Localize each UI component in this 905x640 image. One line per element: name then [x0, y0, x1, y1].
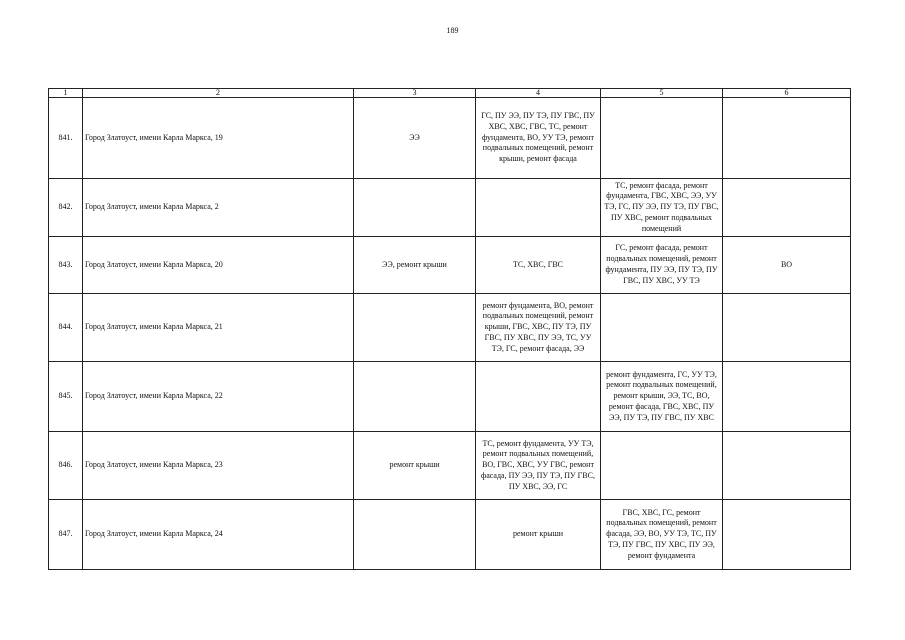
row-col4 [476, 179, 601, 237]
column-header: 2 [83, 89, 354, 98]
row-col6 [723, 179, 851, 237]
row-col5 [601, 432, 723, 500]
column-header: 1 [49, 89, 83, 98]
column-header: 3 [354, 89, 476, 98]
table-row [49, 362, 851, 432]
row-col6 [723, 294, 851, 362]
row-address: Город Златоуст, имени Карла Маркса, 24 [83, 500, 354, 570]
row-address: Город Златоуст, имени Карла Маркса, 2 [83, 179, 354, 237]
row-number: 843. [49, 237, 83, 294]
row-address: Город Златоуст, имени Карла Маркса, 23 [83, 432, 354, 500]
row-col5 [601, 98, 723, 179]
row-col4: ремонт крыши [476, 500, 601, 570]
table-row [49, 98, 851, 179]
table-row [49, 179, 851, 237]
row-address: Город Златоуст, имени Карла Маркса, 22 [83, 362, 354, 432]
table-row [49, 294, 851, 362]
row-address: Город Златоуст, имени Карла Маркса, 19 [83, 98, 354, 179]
row-col6 [723, 98, 851, 179]
row-col3: ЭЭ, ремонт крыши [354, 237, 476, 294]
page-number: 189 [446, 26, 459, 35]
row-col5: ГС, ремонт фасада, ремонт подвальных помещений, ремонт фундамента, ПУ ЭЭ, ПУ ТЭ, ПУ ГВС, ПУ ХВС, УУ ТЭ [601, 237, 723, 294]
row-number: 846. [49, 432, 83, 500]
table-row [49, 500, 851, 570]
row-col3 [354, 362, 476, 432]
row-col3: ЭЭ [354, 98, 476, 179]
row-col3 [354, 500, 476, 570]
column-header: 5 [601, 89, 723, 98]
address-table [48, 88, 851, 570]
table-row [49, 432, 851, 500]
row-number: 842. [49, 179, 83, 237]
row-col6 [723, 432, 851, 500]
row-col5: ГВС, ХВС, ГС, ремонт подвальных помещений, ремонт фасада, ЭЭ, ВО, УУ ТЭ, ТС, ПУ ТЭ, ПУ ГВС, ПУ ХВС, ПУ ЭЭ, ремонт фундамента [601, 500, 723, 570]
row-number: 841. [49, 98, 83, 179]
row-number: 845. [49, 362, 83, 432]
row-number: 847. [49, 500, 83, 570]
row-address: Город Златоуст, имени Карла Маркса, 20 [83, 237, 354, 294]
column-header: 4 [476, 89, 601, 98]
row-col5: ТС, ремонт фасада, ремонт фундамента, ГВС, ХВС, ЭЭ, УУ ТЭ, ГС, ПУ ЭЭ, ПУ ТЭ, ПУ ГВС, ПУ ХВС, ремонт подвальных помещений [601, 179, 723, 237]
column-header: 6 [723, 89, 851, 98]
row-col4 [476, 362, 601, 432]
row-col5: ремонт фундамента, ГС, УУ ТЭ, ремонт подвальных помещений, ремонт крыши, ЭЭ, ТС, ВО, ремонт фасада, ГВС, ХВС, ПУ ЭЭ, ПУ ТЭ, ПУ ГВС, ПУ ХВС [601, 362, 723, 432]
row-col6: ВО [723, 237, 851, 294]
row-number: 844. [49, 294, 83, 362]
row-col3: ремонт крыши [354, 432, 476, 500]
table-row [49, 237, 851, 294]
row-col6 [723, 362, 851, 432]
row-col4: ГС, ПУ ЭЭ, ПУ ТЭ, ПУ ГВС, ПУ ХВС, ХВС, ГВС, ТС, ремонт фундамента, ВО, УУ ТЭ, ремонт подвальных помещений, ремонт крыши, ремонт фасада [476, 98, 601, 179]
row-col4: ТС, ХВС, ГВС [476, 237, 601, 294]
row-col4: ремонт фундамента, ВО, ремонт подвальных помещений, ремонт крыши, ГВС, ХВС, ПУ ТЭ, ПУ ГВС, ПУ ХВС, ПУ ЭЭ, ТС, УУ ТЭ, ГС, ремонт фасада, ЭЭ [476, 294, 601, 362]
row-col5 [601, 294, 723, 362]
row-col4: ТС, ремонт фундамента, УУ ТЭ, ремонт подвальных помещений, ВО, ГВС, ХВС, УУ ГВС, ремонт фасада, ПУ ЭЭ, ПУ ТЭ, ПУ ГВС, ПУ ХВС, ЭЭ, ГС [476, 432, 601, 500]
row-col3 [354, 179, 476, 237]
header-row [49, 89, 851, 98]
row-col3 [354, 294, 476, 362]
row-address: Город Златоуст, имени Карла Маркса, 21 [83, 294, 354, 362]
row-col6 [723, 500, 851, 570]
